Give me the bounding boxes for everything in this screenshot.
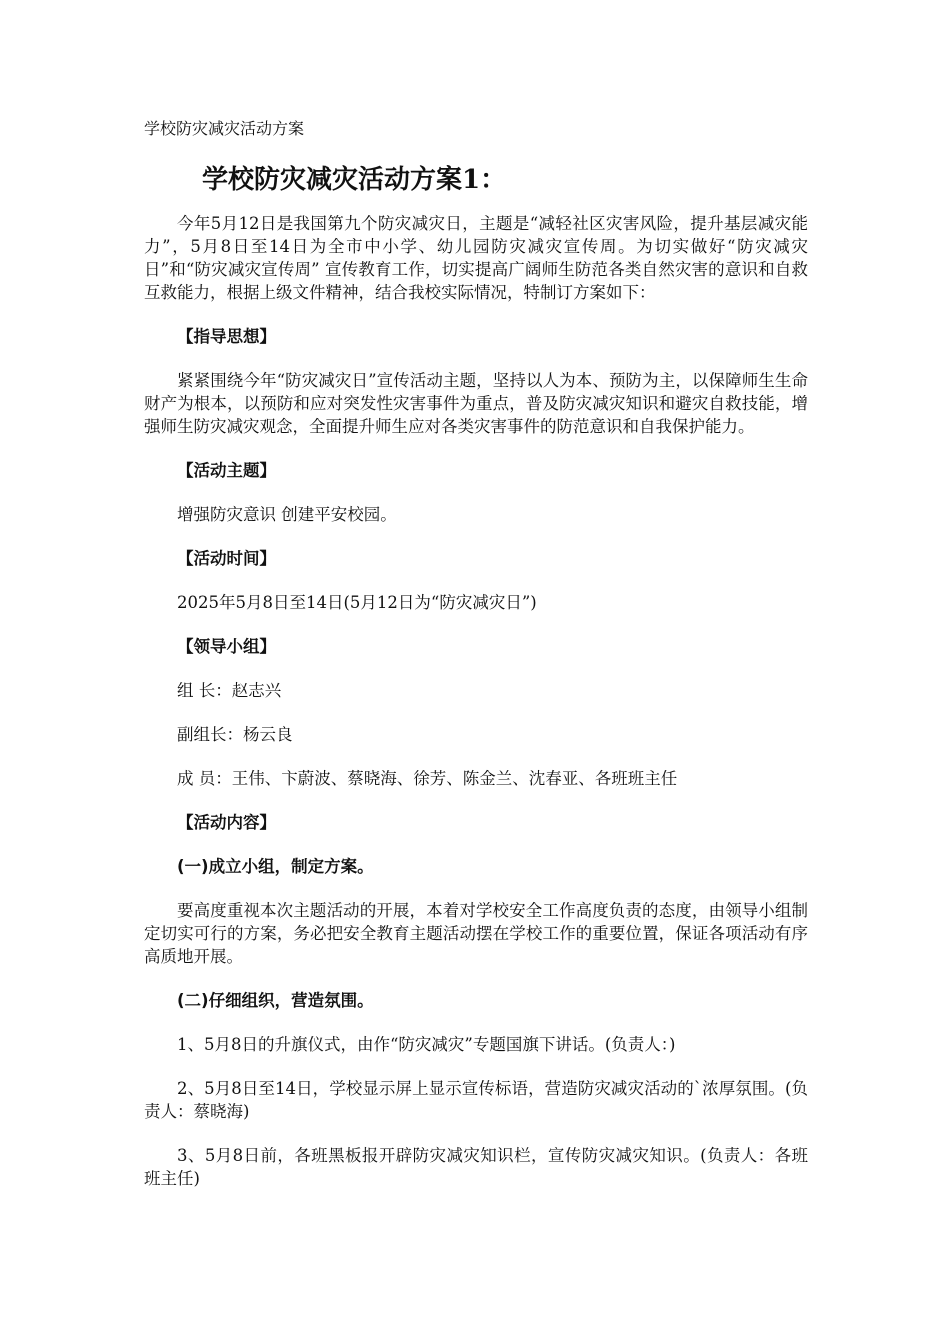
members-line: 成 员：王伟、卞蔚波、蔡晓海、徐芳、陈金兰、沈春亚、各班班主任: [177, 769, 678, 788]
guiding-paragraph: 紧紧围绕今年“防灾减灾日”宣传活动主题，坚持以人为本、预防为主，以保障师生生命财产为根本，以预防和应对突发性灾害事件为重点，普及防灾减灾知识和避灾自救技能，增强师生防灾减灾观念，全面提升师生应对各类灾害事件的防范意识和自我保护能力。: [144, 371, 808, 436]
section-heading-guiding: 【指导思想】: [177, 327, 276, 346]
intro-paragraph: 今年5月12日是我国第九个防灾减灾日，主题是“减轻社区灾害风险，提升基层减灾能力”，5月8日至14日为全市中小学、幼儿园防灾减灾宣传周。为切实做好“防灾减灾日”和“防灾减灾宣传周” 宣传教育工作，切实提高广阔师生防范各类自然灾害的意识和自救互救能力，根据上级文件精神，结合我校实际情况，特制订方案如下：: [144, 214, 808, 302]
document-body: [144, 212, 808, 1190]
subsection-heading-2: (二)仔细组织，营造氛围。: [177, 991, 374, 1010]
time-paragraph: 2025年5月8日至14日(5月12日为“防灾减灾日”): [177, 593, 537, 612]
deputy-line: 副组长：杨云良: [177, 725, 293, 744]
section-heading-theme: 【活动主题】: [177, 461, 276, 480]
leader-line: 组 长：赵志兴: [177, 681, 282, 700]
section-heading-time: 【活动时间】: [177, 549, 276, 568]
subsection-heading-1: (一)成立小组，制定方案。: [177, 857, 374, 876]
document-label: 学校防灾减灾活动方案: [144, 119, 305, 138]
list-item: 1、5月8日的升旗仪式，由作“防灾减灾”专题国旗下讲话。(负责人：): [177, 1035, 676, 1054]
document-title: 学校防灾减灾活动方案1：: [202, 165, 507, 195]
list-item: 3、5月8日前，各班黑板报开辟防灾减灾知识栏，宣传防灾减灾知识。(负责人：各班班主任): [144, 1146, 808, 1188]
list-item: 2、5月8日至14日，学校显示屏上显示宣传标语，营造防灾减灾活动的`浓厚氛围。(负责人：蔡晓海): [144, 1079, 808, 1121]
section-heading-leaders: 【领导小组】: [177, 637, 276, 656]
subsection-1-paragraph: 要高度重视本次主题活动的开展，本着对学校安全工作高度负责的态度，由领导小组制定切实可行的方案，务必把安全教育主题活动摆在学校工作的重要位置，保证各项活动有序高质地开展。: [144, 901, 808, 966]
theme-paragraph: 增强防灾意识 创建平安校园。: [177, 505, 397, 524]
section-heading-content: 【活动内容】: [177, 813, 276, 832]
